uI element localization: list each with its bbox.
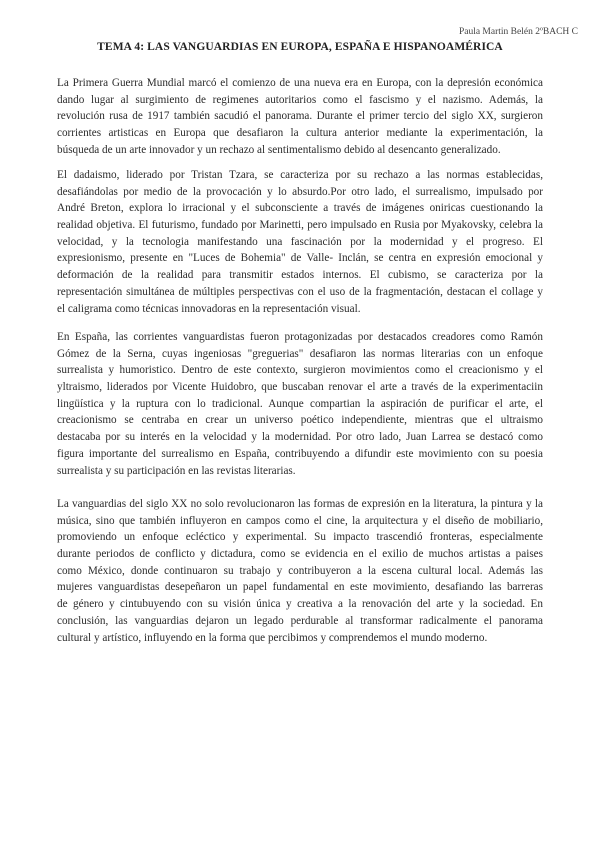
text-line: dando lugar al surgimiento de regimenes autoritarios como el fascismo y el nazismo. Además, la — [57, 93, 543, 106]
text-line: creacionismo se centraba en crear un universo poético independiente, mientras que el ultraismo — [57, 414, 543, 427]
text-line: expresionismo, presente en "Luces de Bohemia" de Valle- Inclán, se centra en expresión emocional y — [57, 252, 543, 265]
text-line: El dadaismo, liderado por Tristan Tzara, se caracteriza por su rechazo a las normas establecidas, — [57, 169, 543, 181]
text-line: realidad objetiva. El futurismo, fundado por Marinetti, pero impulsado en Rusia por Myakovsky, celebra la — [57, 219, 543, 232]
text-line: mujeres vanguardistas desepeñaron un papel fundamental en este movimiento, desafiando las barreras — [57, 581, 543, 594]
text-line: yltraismo, liderados por Vicente Huidobro, que buscaban renovar el arte a través de la experimentaciin — [57, 381, 543, 394]
text-line: promoviendo un enfoque ecléctico y experimental. Su impacto trascendió fronteras, especialmente — [57, 531, 543, 544]
document-title: TEMA 4: LAS VANGUARDIAS EN EUROPA, ESPAÑA E HISPANOAMÉRICA — [97, 41, 503, 53]
text-line: En España, las corrientes vanguardistas fueron protagonizadas por destacados creadores como Ramón — [57, 331, 543, 343]
paragraph-intro — [57, 75, 543, 158]
text-line: deformación de la realidad para transmitir estados internos. El cubismo, se caracteriza por la — [57, 269, 543, 282]
paragraph-conclusion — [57, 496, 543, 646]
author-header: Paula Martin Belén 2ºBACH C — [458, 27, 578, 37]
paragraph-movements — [57, 167, 543, 317]
text-line: La Primera Guerra Mundial marcó el comienzo de una nueva era en Europa, con la depresión económica — [57, 77, 543, 89]
text-line: Gómez de la Serna, cuyas ingeniosas "greguerias" desafiaron las normas literarias con un enfoque — [57, 347, 543, 360]
text-line: figura importante del surrealismo en España, contribuyendo a difundir este movimiento con su poesia — [57, 447, 543, 460]
paragraph-spain — [57, 329, 543, 479]
text-line: el caligrama como técnicas innovadoras en la representación visual. — [57, 302, 361, 315]
text-line: desafiándolas por medio de la provocación y lo absurdo.Por otro lado, el surrealismo, impulsado por — [57, 185, 543, 198]
text-line: corrientes artisticas en Europa que desafiaron la cultura anterior mediante la experimentación, la — [57, 127, 543, 140]
text-line: búsqueda de un arte innovador y un rechazo al sentimentalismo debido al desencanto generalizado. — [57, 143, 501, 156]
text-line: de género y cintubuyendo con su visión única y creativa a la renovación del arte y la sociedad. En — [57, 598, 543, 611]
text-line: André Breton, explora lo irracional y el subconsciente a través de imágenes oniricas cuestionando la — [57, 202, 543, 215]
text-line: durante periodos de conflicto y dictadura, como se evidencia en el exilio de muchos artistas a paises — [57, 548, 543, 561]
text-line: surrealista y su participación en las revistas literarias. — [57, 464, 296, 477]
text-line: surrealista y humoristico. Dentro de este contexto, surgieron movimientos como el creacionismo y el — [57, 364, 543, 377]
text-line: conclusión, las vanguardias dejaron un legado perdurable al transformar radicalmente el panorama — [57, 614, 543, 627]
text-line: representación simultánea de múltiples perspectivas con el uso de la fragmentación, destacan el collage y — [57, 285, 543, 298]
text-line: La vanguardias del siglo XX no solo revolucionaron las formas de expresión en la literatura, la pintura y la — [57, 498, 543, 510]
text-line: música, sino que también influyeron en campos como el cine, la arquitectura y el diseño de mobiliario, — [57, 514, 543, 527]
text-line: cultural y artístico, influyendo en la forma que percibimos y comprendemos el mundo moderno. — [57, 631, 488, 644]
text-line: velocidad, y la tecnologia manifestando una fascinación por la modernidad y el progreso. El — [57, 235, 543, 248]
text-line: destacaba por su interés en la velocidad y la modernidad. Por otro lado, Juan Larrea se destacó como — [57, 431, 543, 444]
text-line: como México, donde continuaron su trabajo y contribuyeron a la escena cultural local. Además las — [57, 564, 543, 577]
text-line: revolución rusa de 1917 también sacudió el panorama. Durante el primer tercio del siglo XX, surgieron — [57, 110, 543, 123]
text-line: lingüística y la ruptura con lo tradicional. Aunque compartian la aspiración de purificar el arte, el — [57, 397, 543, 410]
